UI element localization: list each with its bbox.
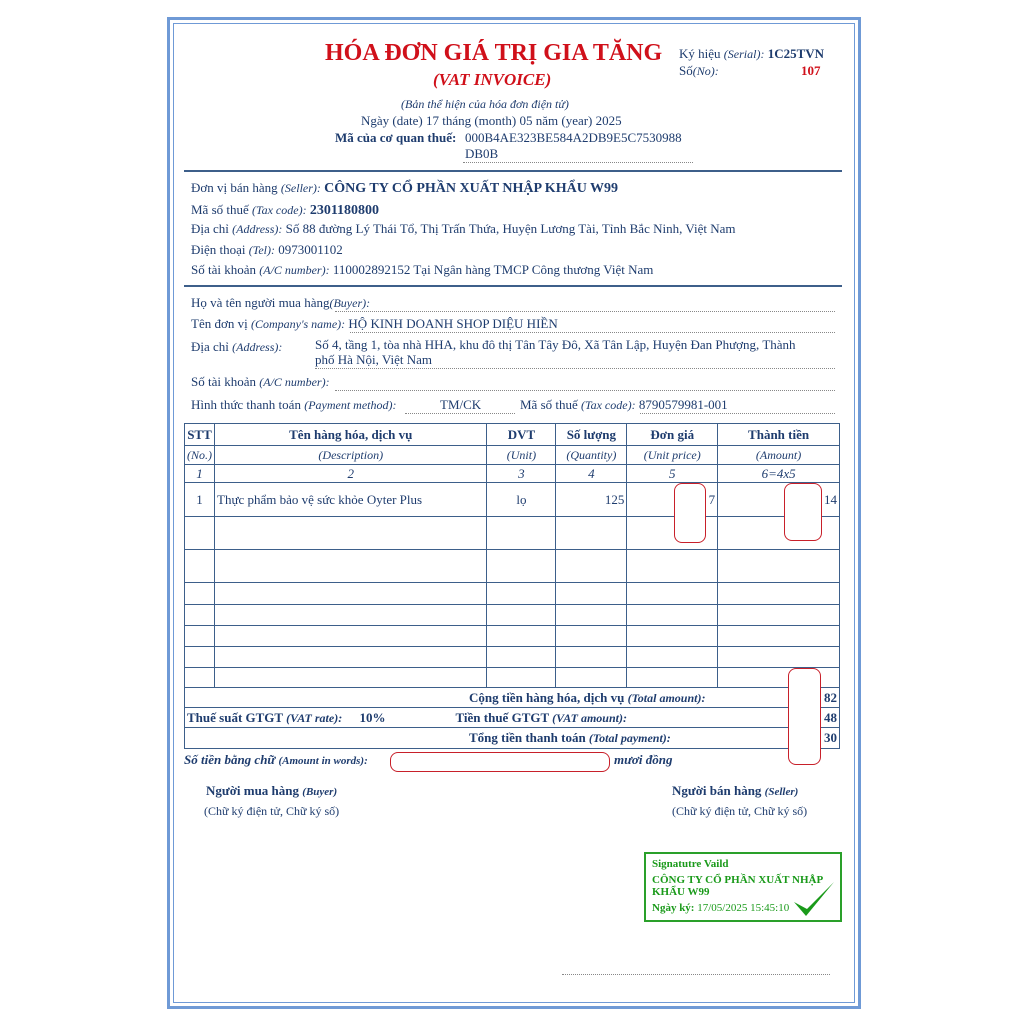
col-header-qty-en: (Quantity) <box>556 446 627 465</box>
vat-rate: 10% <box>359 709 386 725</box>
serial-label: Ký hiệu <box>679 46 721 61</box>
col-header-desc-en: (Description) <box>215 446 487 465</box>
col-header-price: Đơn giá <box>627 424 718 446</box>
buyer-address-label-en: (Address): <box>232 340 283 354</box>
total-payment: 30 <box>824 730 837 745</box>
redaction-box <box>784 483 822 541</box>
seller-address: Số 88 đường Lý Thái Tổ, Thị Trấn Thứa, Huyện Lương Tài, Tỉnh Bắc Ninh, Việt Nam <box>285 221 736 236</box>
buyer-account-label: Số tài khoản <box>191 374 256 389</box>
buyer-signature-label-en: (Buyer) <box>302 786 338 798</box>
seller-label: Đơn vị bán hàng <box>191 180 278 195</box>
buyer-label: Họ và tên người mua hàng <box>191 295 330 310</box>
seller-label-en: (Seller): <box>280 181 321 195</box>
stamp-date-label: Ngày ký: <box>652 902 695 914</box>
vat-rate-label: Thuế suất GTGT <box>187 709 283 725</box>
buyer-address-label: Địa chỉ <box>191 339 229 354</box>
buyer-address-line2: phố Hà Nội, Việt Nam <box>315 352 433 367</box>
amount-words-label-en: (Amount in words): <box>278 755 368 767</box>
col-num: 5 <box>627 465 718 483</box>
vat-rate-label-en: (VAT rate): <box>286 710 343 725</box>
signature-valid-stamp <box>644 852 842 922</box>
no-label: Số <box>679 63 693 78</box>
row-unit: lọ <box>487 483 556 517</box>
tax-authority-code: 000B4AE323BE584A2DB9E5C7530988 <box>465 130 682 145</box>
buyer-account-label-en: (A/C number): <box>259 375 330 389</box>
stamp-date: 17/05/2025 15:45:10 <box>697 902 790 914</box>
stamp-company-2: KHẨU W99 <box>652 886 710 898</box>
col-header-no-en: (No.) <box>185 446 215 465</box>
table-row <box>185 483 840 517</box>
row-price: 7 <box>627 483 718 517</box>
invoice-date: Ngày (date) 17 tháng (month) 05 năm (year) 2025 <box>361 113 622 128</box>
seller-account-label-en: (A/C number): <box>259 263 330 277</box>
invoice-number: 107 <box>801 63 821 78</box>
serial-value: 1C25TVN <box>767 46 825 61</box>
vat-amount-label-en: (VAT amount): <box>552 710 627 725</box>
amount-words-label: Số tiền bằng chữ <box>184 752 276 767</box>
redaction-box <box>674 483 706 543</box>
col-header-unit-en: (Unit) <box>487 446 556 465</box>
vat-amount: 48 <box>824 709 837 725</box>
buyer-signature-label: Người mua hàng <box>206 783 300 798</box>
stamp-company: CÔNG TY CỔ PHẦN XUẤT NHẬP <box>652 874 824 886</box>
payment-method-label: Hình thức thanh toán <box>191 397 301 412</box>
col-header-qty: Số lượng <box>556 424 627 446</box>
tax-authority-label: Mã của cơ quan thuế: <box>335 130 457 145</box>
seller-tel: 0973001102 <box>278 242 343 257</box>
payment-method: TM/CK <box>440 397 482 412</box>
buyer-company-label-en: (Company's name): <box>250 317 346 331</box>
col-header-unit: DVT <box>487 424 556 446</box>
seller-signature-label: Người bán hàng <box>672 783 762 798</box>
total-amount: 82 <box>824 689 837 705</box>
col-header-amount: Thành tiền <box>718 424 840 446</box>
row-amount: 14 <box>718 483 840 517</box>
row-desc: Thực phẩm bảo vệ sức khỏe Oyter Plus <box>215 483 487 517</box>
buyer-company-label: Tên đơn vị <box>191 316 248 331</box>
seller-account: 110002892152 Tại Ngân hàng TMCP Công thương Việt Nam <box>332 262 654 277</box>
col-header-amount-en: (Amount) <box>718 446 840 465</box>
col-header-no: STT <box>185 424 215 446</box>
e-invoice-note: (Bản thể hiện của hóa đơn điện tử) <box>401 97 569 111</box>
seller-signature-label-en: (Seller) <box>764 786 799 798</box>
seller-tel-label-en: (Tel): <box>248 243 275 257</box>
buyer-label-en: (Buyer): <box>329 296 371 310</box>
redaction-box <box>390 752 610 772</box>
no-label-en: (No): <box>692 64 719 78</box>
items-table <box>184 423 840 749</box>
seller-account-label: Số tài khoản <box>191 262 256 277</box>
buyer-company: HỘ KINH DOANH SHOP DIỆU HIỀN <box>348 316 558 331</box>
col-num: 2 <box>215 465 487 483</box>
row-qty: 125 <box>556 483 627 517</box>
seller-tel-label: Điện thoại <box>191 242 246 257</box>
seller-tax-label-en: (Tax code): <box>252 203 307 217</box>
total-payment-label-en: (Total payment): <box>588 731 671 745</box>
buyer-tax-code: 8790579981-001 <box>638 397 728 412</box>
seller-tax-code: 2301180800 <box>309 203 380 218</box>
stamp-title: Signatutre Vaild <box>652 858 729 870</box>
seller-address-label: Địa chỉ <box>191 221 229 236</box>
invoice-title: HÓA ĐƠN GIÁ TRỊ GIA TĂNG <box>325 40 663 66</box>
total-amount-label-en: (Total amount): <box>627 690 706 705</box>
col-num: 4 <box>556 465 627 483</box>
seller-tax-label: Mã số thuế <box>191 202 249 217</box>
serial-label-en: (Serial): <box>723 47 765 61</box>
col-header-desc: Tên hàng hóa, dịch vụ <box>215 424 487 446</box>
col-num: 1 <box>185 465 215 483</box>
buyer-signature-note: (Chữ ký điện tử, Chữ ký số) <box>204 804 340 818</box>
tax-authority-code-2: DB0B <box>465 146 499 161</box>
amount-in-words: mươi đồng <box>614 752 673 767</box>
buyer-tax-label: Mã số thuế <box>520 397 578 412</box>
redaction-box <box>788 668 821 765</box>
col-num: 6=4x5 <box>718 465 840 483</box>
row-no: 1 <box>185 483 215 517</box>
buyer-tax-label-en: (Tax code): <box>581 398 636 412</box>
payment-method-label-en: (Payment method): <box>304 398 397 412</box>
total-amount-label: Cộng tiền hàng hóa, dịch vụ <box>469 689 625 705</box>
seller-name: CÔNG TY CỔ PHẦN XUẤT NHẬP KHẨU W99 <box>324 181 619 196</box>
checkmark-icon <box>792 878 836 920</box>
seller-signature-note: (Chữ ký điện tử, Chữ ký số) <box>672 804 808 818</box>
col-header-price-en: (Unit price) <box>627 446 718 465</box>
buyer-address-line1: Số 4, tầng 1, tòa nhà HHA, khu đô thị Tân Tây Đô, Xã Tân Lập, Huyện Đan Phượng, Thành <box>315 337 796 352</box>
col-num: 3 <box>487 465 556 483</box>
vat-amount-label: Tiền thuế GTGT <box>455 709 549 725</box>
seller-address-label-en: (Address): <box>232 222 283 236</box>
invoice-subtitle: (VAT INVOICE) <box>433 70 552 89</box>
total-payment-label: Tổng tiền thanh toán <box>469 730 586 745</box>
